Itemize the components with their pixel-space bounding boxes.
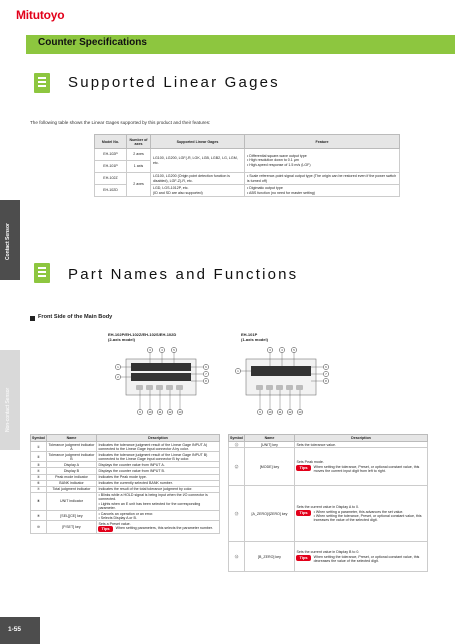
table-row	[31, 521, 220, 533]
table-row	[31, 511, 220, 521]
callout-13: 13	[298, 411, 302, 414]
symbol-cell: ⑦	[31, 486, 47, 492]
model-label-1axis: EH-101P (1-axis model)	[241, 332, 268, 342]
callout-11: 11	[158, 411, 162, 414]
symbol-cell: ⑫	[229, 448, 245, 486]
desc-cell: Sets the tolerance value.	[294, 442, 427, 448]
page-number: 1-55	[8, 626, 22, 633]
name-cell: BANK indicator	[46, 480, 96, 486]
callout-7: 7	[205, 373, 207, 376]
desc-text: Sets a Preset value.	[98, 521, 131, 526]
callout-6: 6	[325, 366, 327, 369]
callout-9: 9	[259, 411, 261, 414]
callout-5: 5	[293, 349, 295, 352]
table-row	[31, 492, 220, 510]
table-header: Symbol	[32, 436, 45, 440]
table-cell: 2 axes	[127, 149, 151, 161]
name-cell: [UNIT] key	[244, 442, 294, 448]
symbol-cell: ⑥	[31, 480, 47, 486]
table-header: Description	[96, 435, 219, 442]
callout-12: 12	[168, 411, 172, 414]
table-cell: LG100, LG200 (Origin point detection function is disabled), LGF-Z(-R, etc.	[151, 173, 245, 185]
table-cell: EH-102Z	[95, 173, 127, 185]
name-cell: Display A	[46, 462, 96, 468]
desc-cell: Indicates the result of the total tolerance judgment by color.	[96, 486, 219, 492]
table-row	[229, 448, 428, 486]
symbol-cell: ⑨	[31, 511, 47, 521]
desc-cell	[294, 486, 427, 542]
table-cell: LG100, LG200, LGF(-R, LGK, LGB, LGB2, LG, LGM, etc.	[151, 149, 245, 173]
tip-text: When setting the tolerance, Preset, or optional constant value, this moves the current input digit from left to right.	[313, 464, 420, 473]
table-header: Model No.	[95, 135, 127, 149]
symbol-cell: ③	[31, 462, 47, 468]
table-row	[31, 452, 220, 462]
table-cell: 1 axis	[127, 161, 151, 173]
callout-12: 12	[288, 411, 292, 414]
symbol-cell: ⑧	[31, 492, 47, 510]
intro-text: The following table shows the Linear Gages supported by this product and their features:	[30, 120, 211, 125]
table-header: Name	[244, 435, 294, 442]
table-cell: EH-102P	[95, 149, 127, 161]
table-row	[229, 542, 428, 572]
table-cell: EH-101P	[95, 161, 127, 173]
symbol-cell: ⑪	[229, 442, 245, 448]
desc-text: Sets the current value in Display B to 0.	[296, 550, 360, 555]
tip-row	[296, 465, 425, 473]
name-cell: [A_ZERO]/[ZERO] key	[244, 486, 294, 542]
desc-cell: Displays the counter value from INPUT A.	[96, 462, 219, 468]
model-label-2axis: EH-102P/EH-102Z/EH-102S/EH-102D (2-axis model)	[108, 332, 177, 342]
symbol-cell: ②	[31, 452, 47, 462]
callout-4: 4	[281, 349, 283, 352]
device-diagram-1axis	[232, 344, 336, 418]
callout-7: 7	[325, 373, 327, 376]
callout-10: 10	[268, 411, 272, 414]
callout-6: 6	[205, 366, 207, 369]
desc-cell	[96, 521, 219, 533]
gage-table	[94, 134, 400, 197]
subheading-front-side: Front Side of the Main Body	[38, 314, 113, 320]
table-cell: • Scale reference-point signal output type (The origin can be restored even if the power switch is turned off)	[245, 173, 400, 185]
table-header: Description	[294, 435, 427, 442]
symbol-cell: ⑬	[229, 486, 245, 542]
device-diagram-2axis	[112, 344, 216, 418]
callout-3: 3	[269, 349, 271, 352]
table-cell: • Differential square-wave output type • High resolution down to 0.1 µm • High-speed response of 1.5 m/s (LGF)	[245, 149, 400, 173]
name-cell: [SEL][CE] key	[46, 511, 96, 521]
side-tab-label: Contact Sensor	[5, 223, 11, 260]
table-cell: 2 axes	[127, 173, 151, 197]
name-cell: Peak mode indicator	[46, 474, 96, 480]
name-cell: [P.SET] key	[46, 521, 96, 533]
callout-9: 9	[139, 411, 141, 414]
desc-cell: Displays the counter value from INPUT B.	[96, 468, 219, 474]
parts-table-left	[30, 434, 220, 534]
table-header: Number of axes	[127, 135, 151, 149]
callout-13: 13	[178, 411, 182, 414]
table-cell: • Digimatic output type • ABS function (no need for master setting)	[245, 185, 400, 197]
name-cell: UNIT indicator	[46, 492, 96, 510]
tips-badge: Tips	[296, 555, 310, 561]
table-header: Name	[46, 435, 96, 442]
callout-2: 2	[117, 376, 119, 379]
name-cell: Tolerance judgment indicator B	[46, 452, 96, 462]
callout-1: 1	[237, 370, 239, 373]
table-row	[31, 442, 220, 452]
symbol-cell: ⑤	[31, 474, 47, 480]
desc-text: Sets the current value in Display A to 0.	[296, 505, 360, 510]
callout-8: 8	[325, 380, 327, 383]
tips-badge: Tips	[98, 526, 112, 532]
brand-logo: Mitutoyo	[16, 8, 65, 22]
heading-part-names: Part Names and Functions	[68, 266, 299, 283]
tip-text: When setting parameters, this selects the parameter number.	[115, 526, 213, 530]
table-row	[229, 486, 428, 542]
tip-row	[98, 526, 217, 532]
callout-11: 11	[278, 411, 282, 414]
tip-row	[296, 510, 425, 522]
table-cell: EH-102D	[95, 185, 127, 197]
callout-1: 1	[117, 366, 119, 369]
name-cell: Total judgment indicator	[46, 486, 96, 492]
table-header: Feature	[245, 135, 400, 149]
callout-5: 5	[173, 349, 175, 352]
desc-cell	[294, 448, 427, 486]
tip-text: When setting the tolerance, Preset, or optional constant value, this decreases the value of the selected digit.	[313, 554, 420, 563]
section-title: Counter Specifications	[38, 37, 147, 48]
tips-badge: Tips	[296, 510, 310, 516]
side-tab-noncontact-sensor[interactable]	[0, 350, 20, 450]
callout-8: 8	[205, 380, 207, 383]
side-tab-contact-sensor[interactable]	[0, 200, 20, 280]
symbol-cell: ⑭	[229, 542, 245, 572]
tip-text: • When setting a parameter, this advances the set value. • When setting the tolerance, Preset, or optional constant value, this increases the value of the selected digit.	[313, 509, 422, 522]
table-header: Symbol	[230, 436, 243, 440]
callout-3: 3	[149, 349, 151, 352]
parts-table-right	[228, 434, 428, 572]
name-cell: [MODE] key	[244, 448, 294, 486]
name-cell: Display B	[46, 468, 96, 474]
desc-cell: Indicates the tolerance judgment result of the Linear Gage INPUT A) connected to the Linear Gage input connector A by color.	[96, 442, 219, 452]
side-tab-label: Non-contact Sensor	[5, 387, 11, 432]
tip-row	[296, 555, 425, 563]
desc-cell: • Blinks while a HOLD signal is being input when the I/O connector is connected. • Lights when an E unit has been selected for the corresponding parameter.	[96, 492, 219, 510]
desc-cell: • Cancels an operation or an error. • Selects Display A or B.	[96, 511, 219, 521]
table-header: Supported Linear Gages	[151, 135, 245, 149]
tips-badge: Tips	[296, 465, 310, 471]
bullet-square-icon	[30, 316, 35, 321]
desc-cell: Indicates the tolerance judgment result of the Linear Gage INPUT B) connected to the Linear Gage input connector B by color.	[96, 452, 219, 462]
desc-cell: Indicates the Peak mode type.	[96, 474, 219, 480]
desc-cell	[294, 542, 427, 572]
callout-4: 4	[161, 349, 163, 352]
table-cell: LGD, LGS-1012P, etc. (ID and SD are also supported)	[151, 185, 245, 197]
symbol-cell: ①	[31, 442, 47, 452]
callout-10: 10	[148, 411, 152, 414]
desc-text: Sets Peak mode.	[296, 460, 324, 465]
symbol-cell: ⑩	[31, 521, 47, 533]
document-icon	[34, 263, 50, 283]
heading-supported-gages: Supported Linear Gages	[68, 74, 280, 91]
desc-cell: Indicates the currently selected BANK number.	[96, 480, 219, 486]
document-icon	[34, 73, 50, 93]
name-cell: [B_ZERO] key	[244, 542, 294, 572]
name-cell: Tolerance judgment indicator A	[46, 442, 96, 452]
symbol-cell: ④	[31, 468, 47, 474]
